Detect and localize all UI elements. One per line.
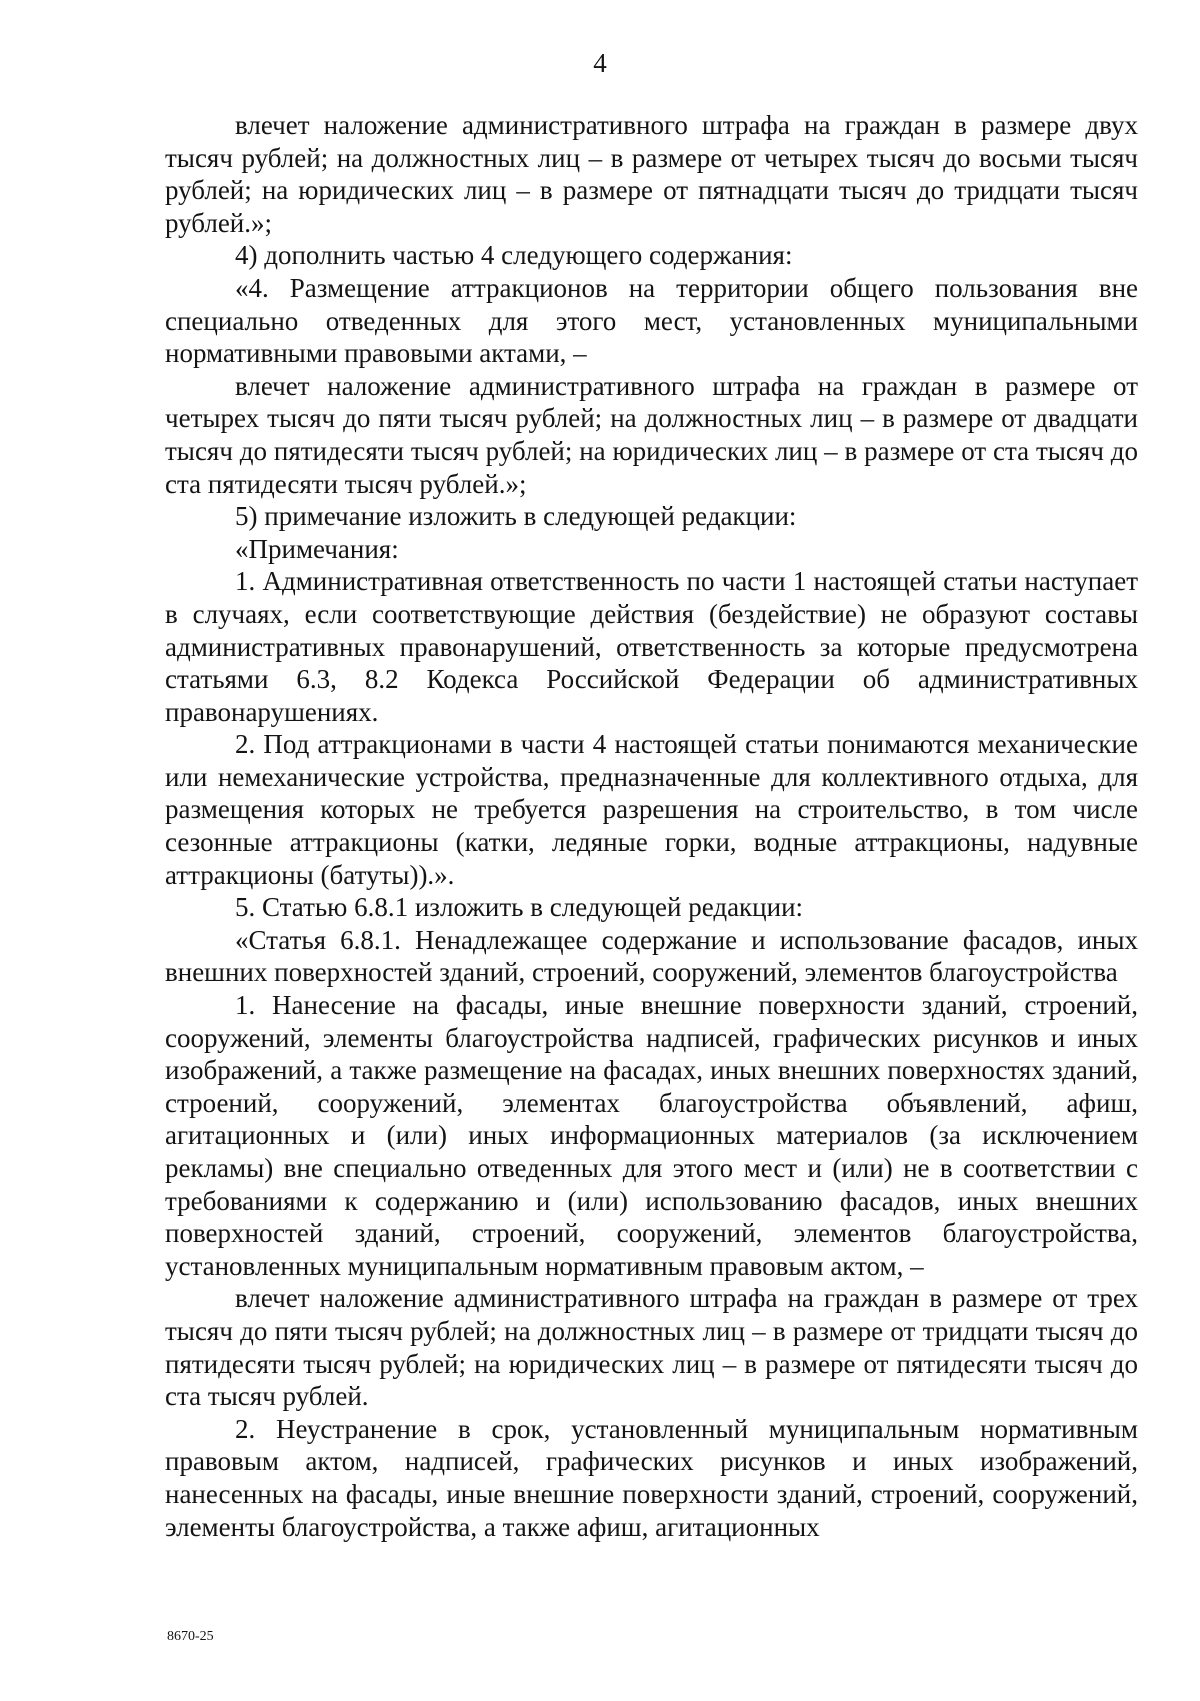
- paragraph-notes-heading: «Примечания:: [235, 533, 399, 564]
- footer-document-code: 8670-25: [167, 1629, 214, 1644]
- paragraph-article-681-part-1: 1. Нанесение на фасады, иные внешние поверхности зданий, строений, сооружений, элементы благоустройства надписей, графических рисунков и иных изображений, а также размещение на фасадах, иных внешних поверхностях зданий, строений, сооружений, элементах благоустройства объявлений, афиш, агитационных и (или) иных информационных материалов (за исключением рекламы) вне специально отведенных для этого мест и (или) не в соответствии с требованиями к содержанию и (или) использованию фасадов, иных внешних поверхностей зданий, строений, сооружений, элементов благоустройства, установленных муниципальным нормативным правовым актом, –: [165, 990, 1138, 1281]
- paragraph-amendment-5-intro: 5) примечание изложить в следующей редакции:: [235, 501, 797, 532]
- paragraph-note-1: 1. Административная ответственность по части 1 настоящей статьи наступает в случаях, если соответствующие действия (бездействие) не образуют составы административных правонарушений, ответственность за которые предусмотрена статьями 6.3, 8.2 Кодекса Российской Федерации об административных правонарушениях.: [165, 566, 1138, 727]
- document-body: [165, 109, 1138, 1543]
- page-number: 4: [593, 48, 607, 78]
- paragraph-part-4-attractions: «4. Размещение аттракционов на территории общего пользования вне специально отведенных для этого мест, установленных муниципальными нормативными правовыми актами, –: [165, 272, 1138, 369]
- paragraph-amendment-4-intro: 4) дополнить частью 4 следующего содержания:: [235, 240, 793, 271]
- paragraph-note-2: 2. Под аттракционами в части 4 настоящей статьи понимаются механические или немеханические устройства, предназначенные для коллективного отдыха, для размещения которых не требуется разрешения на строительство, в том числе сезонные аттракционы (катки, ледяные горки, водные аттракционы, надувные аттракционы (батуты)).».: [165, 729, 1138, 890]
- paragraph-fine-part-4: влечет наложение административного штрафа на граждан в размере от четырех тысяч до пяти тысяч рублей; на должностных лиц – в размере от двадцати тысяч до пятидесяти тысяч рублей; на юридических лиц – в размере от ста тысяч до ста пятидесяти тысяч рублей.»;: [165, 370, 1138, 499]
- paragraph-article-681-title: «Статья 6.8.1. Ненадлежащее содержание и использование фасадов, иных внешних поверхностей зданий, строений, сооружений, элементов благоустройства: [165, 924, 1138, 988]
- paragraph-article-681-intro: 5. Статью 6.8.1 изложить в следующей редакции:: [235, 892, 804, 923]
- paragraph-article-681-part-2: 2. Неустранение в срок, установленный муниципальным нормативным правовым актом, надписей, графических рисунков и иных изображений, нанесенных на фасады, иные внешние поверхности зданий, строений, сооружений, элементы благоустройства, а также афиш, агитационных: [165, 1413, 1138, 1542]
- paragraph-fine-article-681-part-1: влечет наложение административного штрафа на граждан в размере от трех тысяч до пяти тысяч рублей; на должностных лиц – в размере от тридцати тысяч до пятидесяти тысяч рублей; на юридических лиц – в размере от пятидесяти тысяч до ста тысяч рублей.: [165, 1283, 1138, 1412]
- paragraph-fine-part-3: влечет наложение административного штрафа на граждан в размере двух тысяч рублей; на должностных лиц – в размере от четырех тысяч до восьми тысяч рублей; на юридических лиц – в размере от пятнадцати тысяч до тридцати тысяч рублей.»;: [165, 110, 1138, 238]
